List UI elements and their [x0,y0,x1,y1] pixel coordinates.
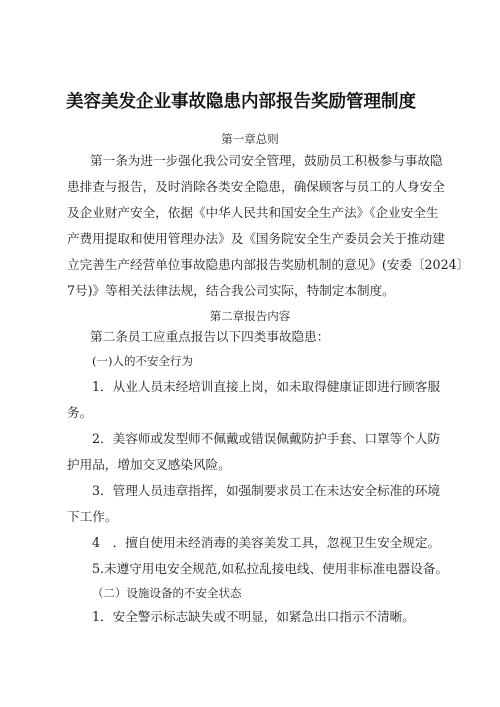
article-2-text: 第二条员工应重点报告以下四类事故隐患： [90,329,330,344]
chapter-1-line: 第一条为进一步强化我公司安全管理，鼓励员工积极参与事故隐 [90,153,443,168]
section-1-item: 下工作。 [67,509,118,524]
chapter-1-line: 产费用提取和使用管理办法》及《国务院安全生产委员会关于推动建 [67,231,445,246]
section-1-item: 2．美容师或发型师不佩戴或错误佩戴防护手套、口罩等个人防 [92,431,441,446]
section-1-item: 护用品，增加交叉感染风险。 [67,457,231,472]
section-1-item: 务。 [67,405,93,420]
chapter-1-line: 及企业财产安全，依据《中华人民共和国安全生产法》《企业安全生 [67,205,439,220]
section-2-heading: （二）设施设备的不安全状态 [92,586,242,600]
chapter-1-line: 患排查与报告，及时消除各类安全隐患，确保顾客与员工的人身安全 [67,179,445,194]
chapter-2-heading: 第二章报告内容 [209,309,291,323]
section-1-item: 3．管理人员违章指挥，如强制要求员工在未达安全标准的环境 [92,483,441,498]
section-1-heading: (一)人的不安全行为 [92,354,193,368]
section-2-item: 1．安全警示标志缺失或不明显，如紧急出口指示不清晰。 [92,609,415,624]
chapter-1-line: 7号)》等相关法律法规，结合我公司实际，特制定本制度。 [67,283,395,298]
section-1-item: 5.未遵守用电安全规范,如私拉乱接电线、使用非标准电器设备。 [92,561,449,576]
document-title: 美容美发企业事故隐患内部报告奖励管理制度 [66,92,416,112]
section-1-item: 1．从业人员未经培训直接上岗，如未取得健康证即进行顾客服 [92,379,441,394]
chapter-1-heading: 第一章总则 [221,132,279,146]
section-1-item: 4 ．擅自使用未经消毒的美容美发工具，忽视卫生安全规定。 [92,535,441,550]
chapter-1-line: 立完善生产经营单位事故隐患内部报告奖励机制的意见》(安委〔2024〕 [67,257,470,272]
